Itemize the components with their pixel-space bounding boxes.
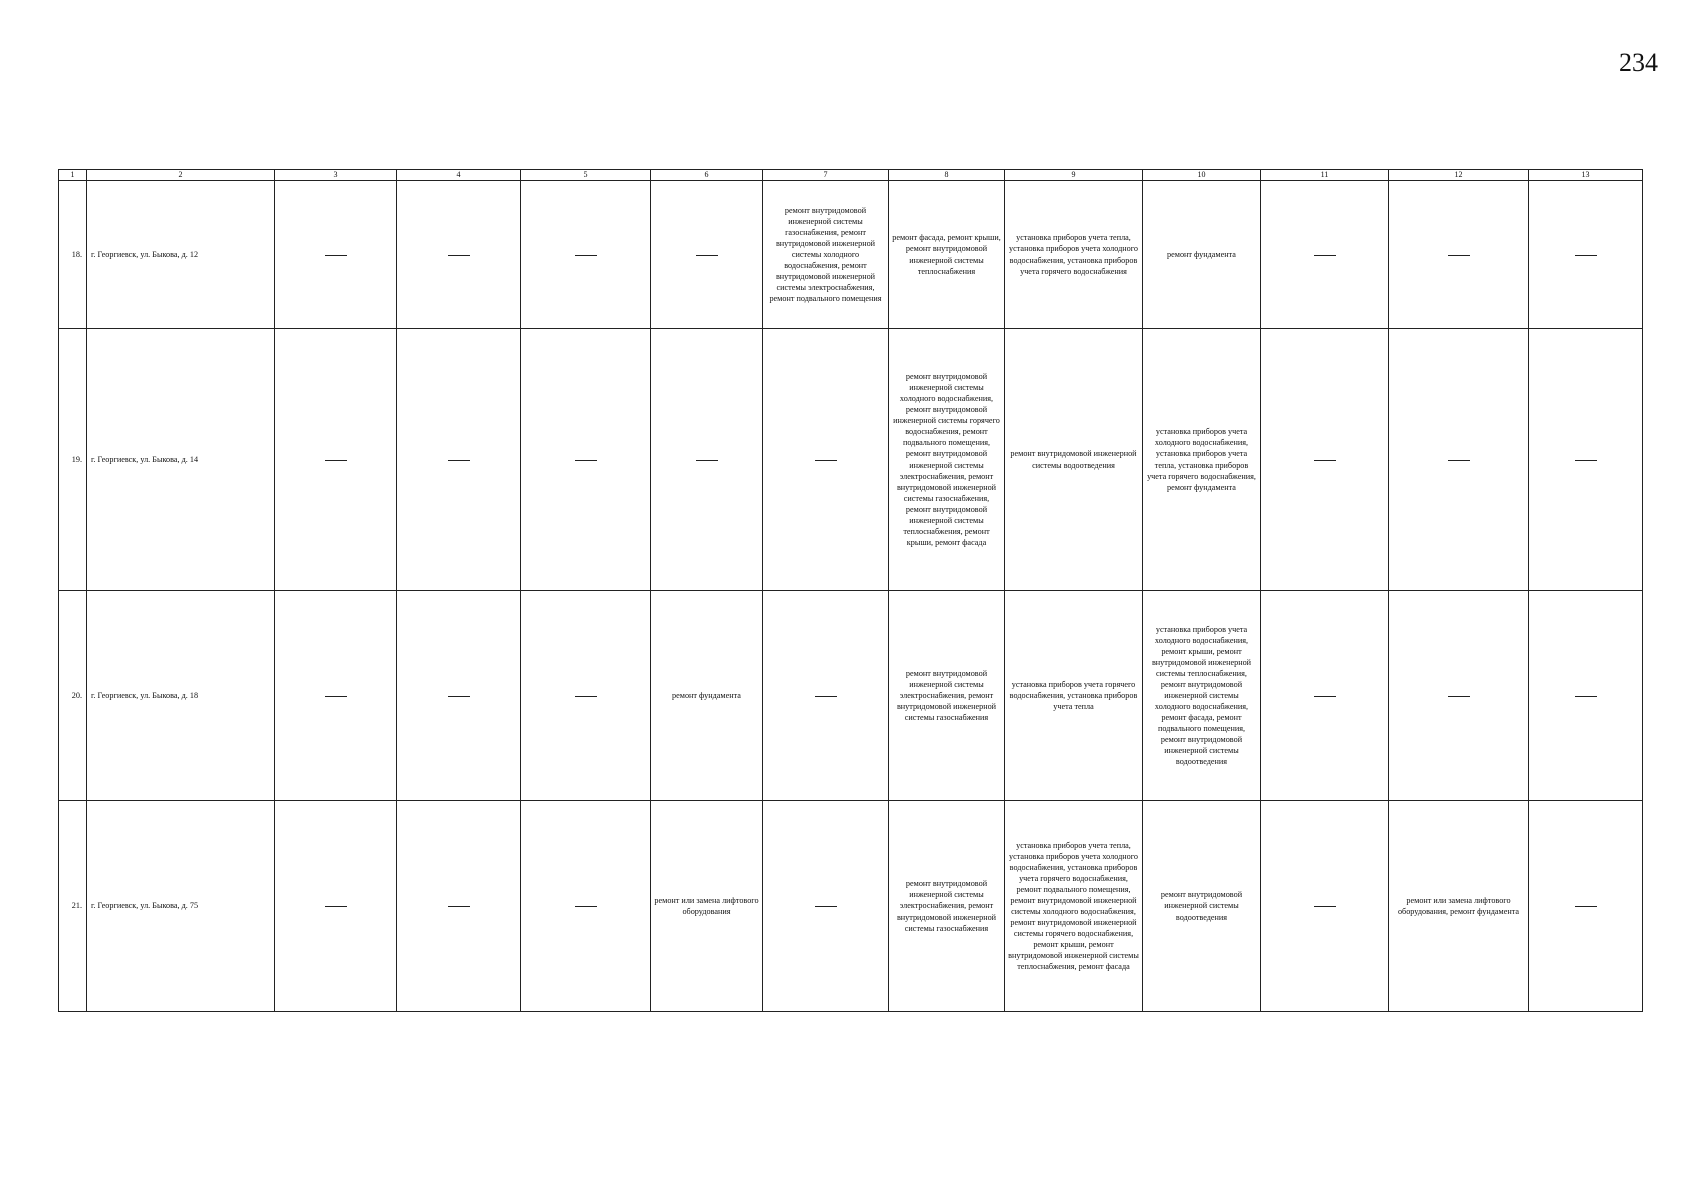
table-row xyxy=(59,329,1643,591)
column-header-3: 3 xyxy=(275,170,397,181)
dash-mark xyxy=(1448,460,1470,461)
empty-cell xyxy=(651,181,763,329)
row-number: 19. xyxy=(59,329,87,591)
work-cell: ремонт внутридомовой инженерной системы электроснабжения, ремонт внутридомовой инженерной системы газоснабжения xyxy=(889,801,1005,1012)
column-header-9: 9 xyxy=(1005,170,1143,181)
empty-cell xyxy=(763,329,889,591)
column-header-4: 4 xyxy=(397,170,521,181)
empty-cell xyxy=(1389,181,1529,329)
address-cell: г. Георгиевск, ул. Быкова, д. 18 xyxy=(87,591,275,801)
row-number: 18. xyxy=(59,181,87,329)
empty-cell xyxy=(1529,801,1643,1012)
dash-mark xyxy=(1314,906,1336,907)
empty-cell xyxy=(521,801,651,1012)
dash-mark xyxy=(815,906,837,907)
column-header-8: 8 xyxy=(889,170,1005,181)
empty-cell xyxy=(1389,591,1529,801)
work-cell: ремонт фасада, ремонт крыши, ремонт внутридомовой инженерной системы теплоснабжения xyxy=(889,181,1005,329)
dash-mark xyxy=(325,460,347,461)
work-cell: ремонт внутридомовой инженерной системы холодного водоснабжения, ремонт внутридомовой инженерной системы горячего водоснабжения, ремонт подвального помещения, ремонт внутридомовой инженерной системы электроснабжения, ремонт внутридомовой инженерной системы газоснабжения, ремонт внутридомовой инженерной системы теплоснабжения, ремонт крыши, ремонт фасада xyxy=(889,329,1005,591)
table-row xyxy=(59,801,1643,1012)
empty-cell xyxy=(275,181,397,329)
empty-cell xyxy=(275,591,397,801)
empty-cell xyxy=(1261,329,1389,591)
address-cell: г. Георгиевск, ул. Быкова, д. 12 xyxy=(87,181,275,329)
empty-cell xyxy=(1529,329,1643,591)
work-cell: ремонт фундамента xyxy=(651,591,763,801)
work-cell: ремонт внутридомовой инженерной системы газоснабжения, ремонт внутридомовой инженерной системы холодного водоснабжения, ремонт внутридомовой инженерной системы электроснабжения, ремонт подвального помещения xyxy=(763,181,889,329)
empty-cell xyxy=(763,801,889,1012)
empty-cell xyxy=(1529,591,1643,801)
dash-mark xyxy=(575,906,597,907)
work-cell: ремонт или замена лифтового оборудования, ремонт фундамента xyxy=(1389,801,1529,1012)
page-number: 234 xyxy=(1619,48,1658,77)
dash-mark xyxy=(1314,255,1336,256)
table-row xyxy=(59,181,1643,329)
work-cell: установка приборов учета тепла, установка приборов учета холодного водоснабжения, установка приборов учета горячего водоснабжения, ремонт подвального помещения, ремонт внутридомовой инженерной системы холодного водоснабжения, ремонт внутридомовой инженерной системы горячего водоснабжения, ремонт крыши, ремонт внутридомовой инженерной системы теплоснабжения, ремонт фасада xyxy=(1005,801,1143,1012)
dash-mark xyxy=(575,696,597,697)
repair-schedule-table-container xyxy=(58,169,1642,1012)
empty-cell xyxy=(275,329,397,591)
work-cell: ремонт внутридомовой инженерной системы электроснабжения, ремонт внутридомовой инженерной системы газоснабжения xyxy=(889,591,1005,801)
row-number: 21. xyxy=(59,801,87,1012)
empty-cell xyxy=(397,801,521,1012)
address-cell: г. Георгиевск, ул. Быкова, д. 75 xyxy=(87,801,275,1012)
dash-mark xyxy=(1448,696,1470,697)
empty-cell xyxy=(1261,801,1389,1012)
dash-mark xyxy=(325,906,347,907)
row-number: 20. xyxy=(59,591,87,801)
dash-mark xyxy=(1448,255,1470,256)
column-header-1: 1 xyxy=(59,170,87,181)
work-cell: ремонт внутридомовой инженерной системы водоотведения xyxy=(1005,329,1143,591)
dash-mark xyxy=(448,696,470,697)
address-cell: г. Георгиевск, ул. Быкова, д. 14 xyxy=(87,329,275,591)
empty-cell xyxy=(1261,181,1389,329)
empty-cell xyxy=(763,591,889,801)
empty-cell xyxy=(275,801,397,1012)
empty-cell xyxy=(1529,181,1643,329)
column-header-10: 10 xyxy=(1143,170,1261,181)
empty-cell xyxy=(521,591,651,801)
dash-mark xyxy=(575,255,597,256)
dash-mark xyxy=(815,696,837,697)
dash-mark xyxy=(325,255,347,256)
work-cell: установка приборов учета холодного водоснабжения, ремонт крыши, ремонт внутридомовой инженерной системы теплоснабжения, ремонт внутридомовой инженерной системы холодного водоснабжения, ремонт фасада, ремонт подвального помещения, ремонт внутридомовой инженерной системы водоотведения xyxy=(1143,591,1261,801)
empty-cell xyxy=(521,329,651,591)
empty-cell xyxy=(397,591,521,801)
dash-mark xyxy=(325,696,347,697)
empty-cell xyxy=(521,181,651,329)
dash-mark xyxy=(1575,255,1597,256)
dash-mark xyxy=(1575,696,1597,697)
column-header-2: 2 xyxy=(87,170,275,181)
dash-mark xyxy=(448,906,470,907)
empty-cell xyxy=(397,329,521,591)
dash-mark xyxy=(815,460,837,461)
empty-cell xyxy=(1389,329,1529,591)
dash-mark xyxy=(1575,906,1597,907)
table-row xyxy=(59,591,1643,801)
column-header-11: 11 xyxy=(1261,170,1389,181)
dash-mark xyxy=(1314,696,1336,697)
work-cell: ремонт фундамента xyxy=(1143,181,1261,329)
empty-cell xyxy=(397,181,521,329)
work-cell: установка приборов учета тепла, установка приборов учета холодного водоснабжения, установка приборов учета горячего водоснабжения xyxy=(1005,181,1143,329)
column-header-5: 5 xyxy=(521,170,651,181)
work-cell: установка приборов учета холодного водоснабжения, установка приборов учета тепла, установка приборов учета горячего водоснабжения, ремонт фундамента xyxy=(1143,329,1261,591)
work-cell: ремонт внутридомовой инженерной системы водоотведения xyxy=(1143,801,1261,1012)
dash-mark xyxy=(696,255,718,256)
column-header-13: 13 xyxy=(1529,170,1643,181)
column-number-row xyxy=(59,170,1643,181)
empty-cell xyxy=(651,329,763,591)
repair-schedule-table xyxy=(58,169,1643,1012)
dash-mark xyxy=(448,460,470,461)
column-header-12: 12 xyxy=(1389,170,1529,181)
dash-mark xyxy=(1314,460,1336,461)
dash-mark xyxy=(696,460,718,461)
work-cell: установка приборов учета горячего водоснабжения, установка приборов учета тепла xyxy=(1005,591,1143,801)
work-cell: ремонт или замена лифтового оборудования xyxy=(651,801,763,1012)
empty-cell xyxy=(1261,591,1389,801)
column-header-7: 7 xyxy=(763,170,889,181)
dash-mark xyxy=(1575,460,1597,461)
dash-mark xyxy=(575,460,597,461)
dash-mark xyxy=(448,255,470,256)
column-header-6: 6 xyxy=(651,170,763,181)
